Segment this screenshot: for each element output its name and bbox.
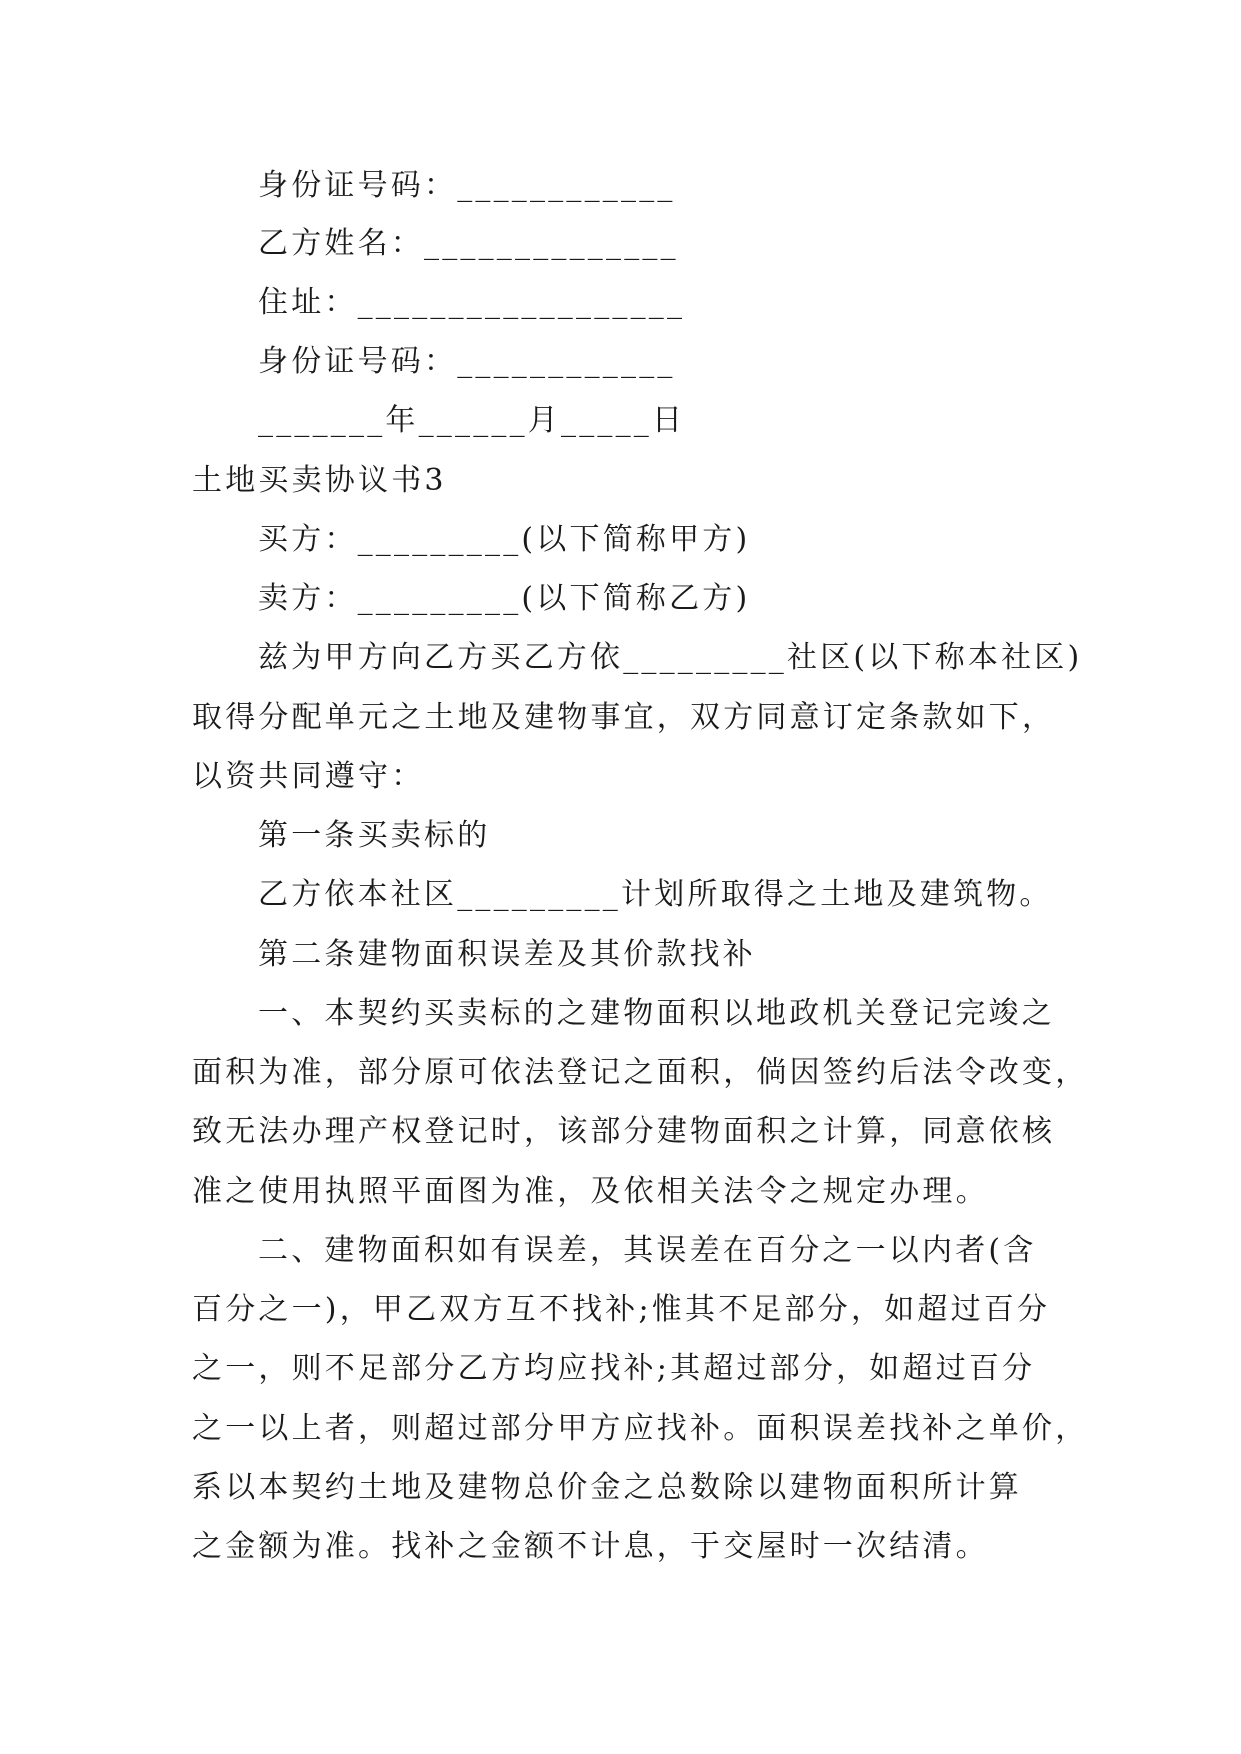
address-line: 住址：__________________ [258, 285, 686, 320]
article-1-heading: 第一条买卖标的 [258, 818, 491, 853]
party-b-name-line: 乙方姓名：______________ [258, 226, 679, 261]
paragraph-line: 系以本契约土地及建物总价金之总数除以建物面积所计算 [192, 1470, 1022, 1505]
paragraph-line: 百分之一)，甲乙双方互不找补;惟其不足部分，如超过百分 [192, 1292, 1051, 1327]
id-number-line-2: 身份证号码：____________ [258, 344, 676, 379]
paragraph-line: 准之使用执照平面图为准，及依相关法令之规定办理。 [192, 1174, 989, 1209]
paragraph-line: 之一，则不足部分乙方均应找补;其超过部分，如超过百分 [192, 1351, 1036, 1386]
paragraph-line: 二、建物面积如有误差，其误差在百分之一以内者(含 [258, 1233, 1037, 1268]
paragraph-line: 乙方依本社区_________计划所取得之土地及建筑物。 [258, 877, 1053, 912]
paragraph-line: 之金额为准。找补之金额不计息，于交屋时一次结清。 [192, 1529, 989, 1564]
seller-line: 卖方：_________(以下简称乙方) [258, 581, 751, 616]
buyer-line: 买方：_________(以下简称甲方) [258, 522, 751, 557]
article-2-heading: 第二条建物面积误差及其价款找补 [258, 937, 756, 972]
paragraph-line: 取得分配单元之土地及建物事宜，双方同意订定条款如下， [192, 700, 1056, 735]
paragraph-line: 之一以上者，则超过部分甲方应找补。面积误差找补之单价， [192, 1411, 1089, 1446]
paragraph-line: 以资共同遵守： [192, 759, 425, 794]
paragraph-line: 面积为准，部分原可依法登记之面积，倘因签约后法令改变， [192, 1055, 1089, 1090]
section-title: 土地买卖协议书3 [192, 463, 447, 498]
paragraph-line: 兹为甲方向乙方买乙方依_________社区(以下称本社区) [258, 640, 1083, 675]
date-line: _______年______月_____日 [258, 403, 686, 438]
paragraph-line: 一、本契约买卖标的之建物面积以地政机关登记完竣之 [258, 996, 1055, 1031]
id-number-line-1: 身份证号码：____________ [258, 168, 676, 203]
paragraph-line: 致无法办理产权登记时，该部分建物面积之计算，同意依核 [192, 1114, 1056, 1149]
